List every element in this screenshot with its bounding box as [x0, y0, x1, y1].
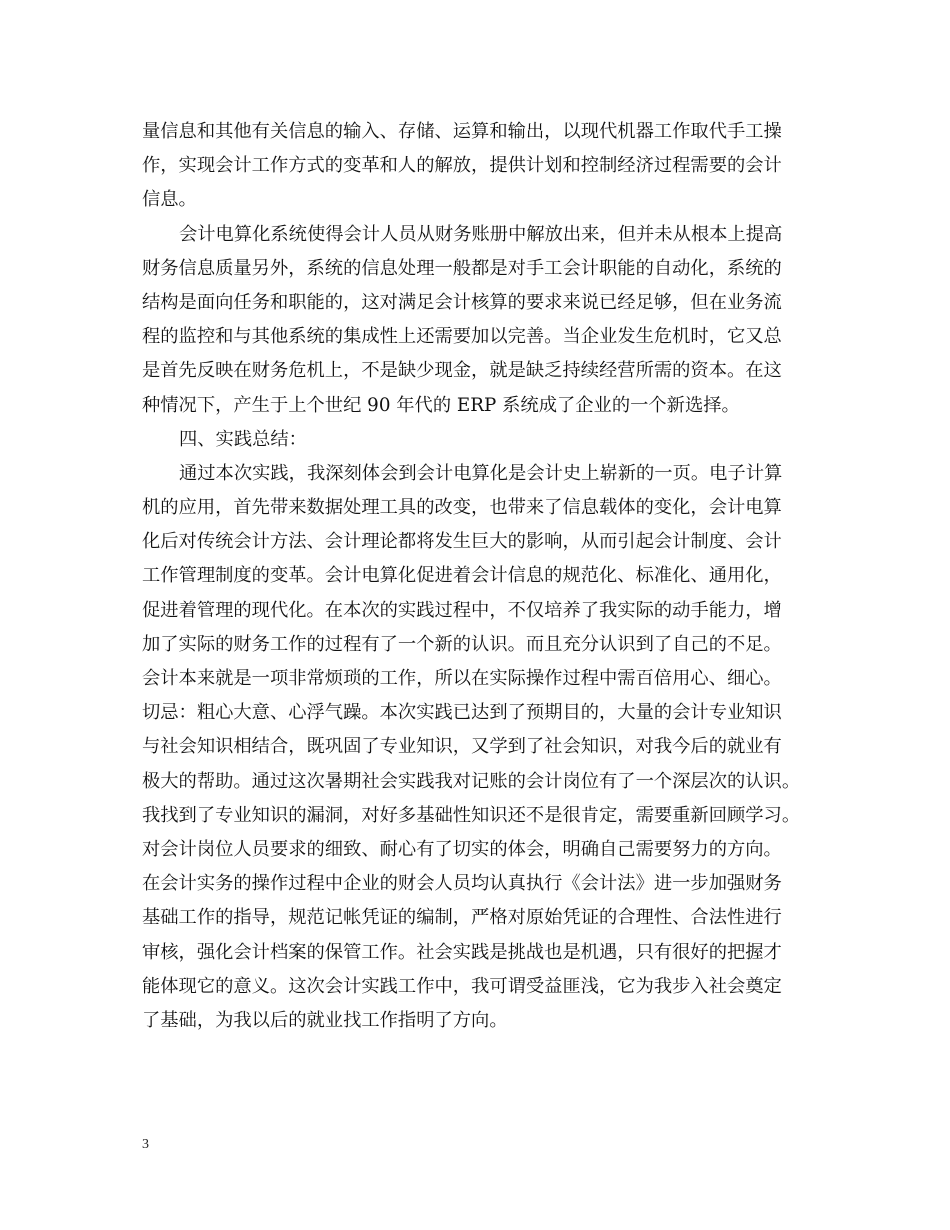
text-line: 种情况下，产生于上个世纪 90 年代的 ERP 系统成了企业的一个新选择。: [142, 394, 740, 416]
text-line: 财务信息质量另外，系统的信息处理一般都是对手工会计职能的自动化，系统的: [142, 257, 782, 279]
page-number: 3: [142, 1137, 149, 1152]
paragraph-start-line: 通过本次实践，我深刻体会到会计电算化是会计史上崭新的一页。电子计算: [179, 462, 783, 484]
text-line: 量信息和其他有关信息的输入、存储、运算和输出，以现代机器工作取代手工操: [142, 121, 782, 142]
text-line: 我找到了专业知识的漏洞，对好多基础性知识还不是很肯定，需要重新回顾学习。: [142, 804, 801, 826]
text-line: 基础工作的指导，规范记帐凭证的编制，严格对原始凭证的合理性、合法性进行: [142, 907, 782, 929]
text-line: 结构是面向任务和职能的，这对满足会计核算的要求来说已经足够，但在业务流: [142, 291, 782, 313]
text-line: 作，实现会计工作方式的变革和人的解放，提供计划和控制经济过程需要的会计: [142, 155, 782, 177]
text-line: 机的应用，首先带来数据处理工具的改变，也带来了信息载体的变化，会计电算: [142, 497, 782, 519]
text-line: 在会计实务的操作过程中企业的财会人员均认真执行《会计法》进一步加强财务: [142, 873, 782, 895]
text-line: 会计本来就是一项非常烦琐的工作，所以在实际操作过程中需百倍用心、细心。: [142, 668, 782, 689]
paragraph-start-line: 会计电算化系统使得会计人员从财务账册中解放出来，但并未从根本上提高: [179, 223, 783, 245]
section-heading: 四、实践总结：: [179, 428, 307, 450]
text-line: 对会计岗位人员要求的细致、耐心有了切实的体会，明确自己需要努力的方向。: [142, 838, 782, 860]
text-line: 化后对传统会计方法、会计理论都将发生巨大的影响，从而引起会计制度、会计: [142, 531, 782, 553]
text-line: 审核，强化会计档案的保管工作。社会实践是挑战也是机遇，只有很好的把握才: [142, 941, 782, 963]
text-line: 程的监控和与其他系统的集成性上还需要加以完善。当企业发生危机时，它又总: [142, 326, 782, 348]
text-line: 切忌：粗心大意、心浮气躁。本次实践已达到了预期目的，大量的会计专业知识: [142, 702, 782, 724]
text-line: 信息。: [142, 189, 197, 211]
text-line: 极大的帮助。通过这次暑期社会实践我对记账的会计岗位有了一个深层次的认识。: [142, 770, 801, 792]
text-line: 促进着管理的现代化。在本次的实践过程中，不仅培养了我实际的动手能力，增: [142, 599, 782, 621]
text-line: 是首先反映在财务危机上，不是缺少现金，就是缺乏持续经营所需的资本。在这: [142, 360, 782, 382]
text-line: 工作管理制度的变革。会计电算化促进着会计信息的规范化、标准化、通用化，: [142, 565, 782, 587]
text-line: 能体现它的意义。这次会计实践工作中，我可谓受益匪浅，它为我步入社会奠定: [142, 975, 782, 997]
text-line: 与社会知识相结合，既巩固了专业知识，又学到了社会知识，对我今后的就业有: [142, 736, 782, 758]
text-line: 加了实际的财务工作的过程有了一个新的认识。而且充分认识到了自己的不足。: [142, 633, 782, 655]
text-line: 了基础，为我以后的就业找工作指明了方向。: [142, 1009, 508, 1031]
document-body: [142, 115, 822, 1038]
